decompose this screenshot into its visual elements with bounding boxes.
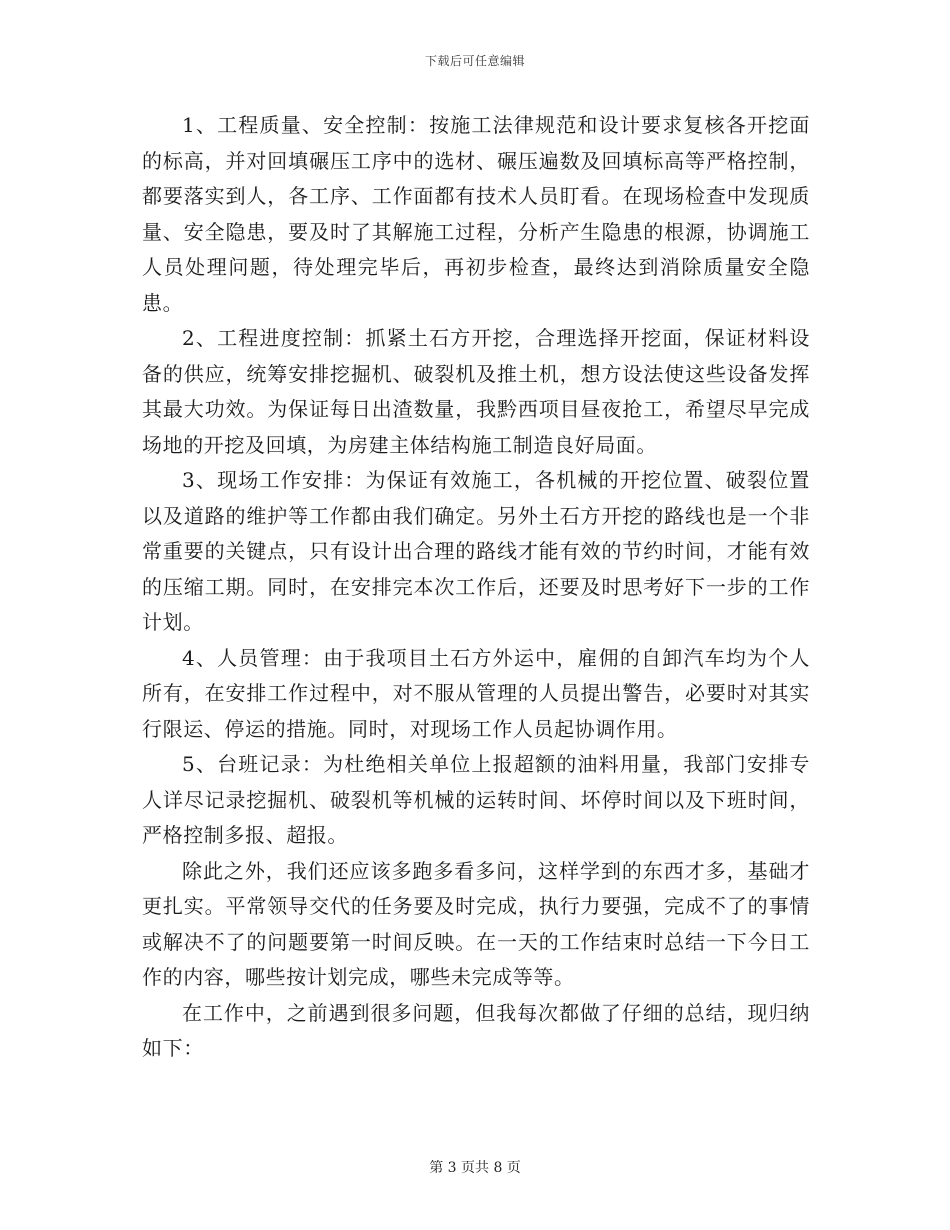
paragraph-shift-record: 5、台班记录：为杜绝相关单位上报超额的油料用量，我部门安排专人详尽记录挖掘机、破裂机等机械的运转时间、坏停时间以及下班时间，严格控制多报、超报。 xyxy=(142,752,810,847)
paragraph-personnel-management: 4、人员管理：由于我项目土石方外运中，雇佣的自卸汽车均为个人所有，在安排工作过程中，对不服从管理的人员提出警告，必要时对其实行限运、停运的措施。同时，对现场工作人员起协调作用。 xyxy=(142,645,810,741)
paragraph-progress-control: 2、工程进度控制：抓紧土石方开挖，合理选择开挖面，保证材料设备的供应，统筹安排挖掘机、破裂机及推土机，想方设法使这些设备发挥其最大功效。为保证每日出渣数量，我黔西项目昼夜抢工，希望尽早完成场地的开挖及回填，为房建主体结构施工制造良好局面。 xyxy=(142,326,810,457)
page-header-note: 下载后可任意编辑 xyxy=(424,54,525,68)
paragraph-site-arrangement: 3、现场工作安排：为保证有效施工，各机械的开挖位置、破裂位置以及道路的维护等工作都由我们确定。另外土石方开挖的路线也是一个非常重要的关键点，只有设计出合理的路线才能有效的节约时间，才能有效的压缩工期。同时，在安排完本次工作后，还要及时思考好下一步的工作计划。 xyxy=(142,468,810,634)
paragraph-additional-notes: 除此之外，我们还应该多跑多看多问，这样学到的东西才多，基础才更扎实。平常领导交代的任务要及时完成，执行力要强，完成不了的事情或解决不了的问题要第一时间反映。在一天的工作结束时总结一下今日工作的内容，哪些按计划完成，哪些未完成等等。 xyxy=(142,858,810,989)
document-body xyxy=(142,108,810,1067)
paragraph-quality-safety: 1、工程质量、安全控制：按施工法律规范和设计要求复核各开挖面的标高，并对回填碾压工序中的选材、碾压遍数及回填标高等严格控制，都要落实到人，各工序、工作面都有技术人员盯看。在现场检查中发现质量、安全隐患，要及时了其解施工过程，分析产生隐患的根源，协调施工人员处理问题，待处理完毕后，再初步检查，最终达到消除质量安全隐患。 xyxy=(142,113,810,315)
paragraph-summary-intro: 在工作中，之前遇到很多问题，但我每次都做了仔细的总结，现归纳如下： xyxy=(142,1000,810,1060)
page-number: 第 3 页共 8 页 xyxy=(429,1160,521,1176)
